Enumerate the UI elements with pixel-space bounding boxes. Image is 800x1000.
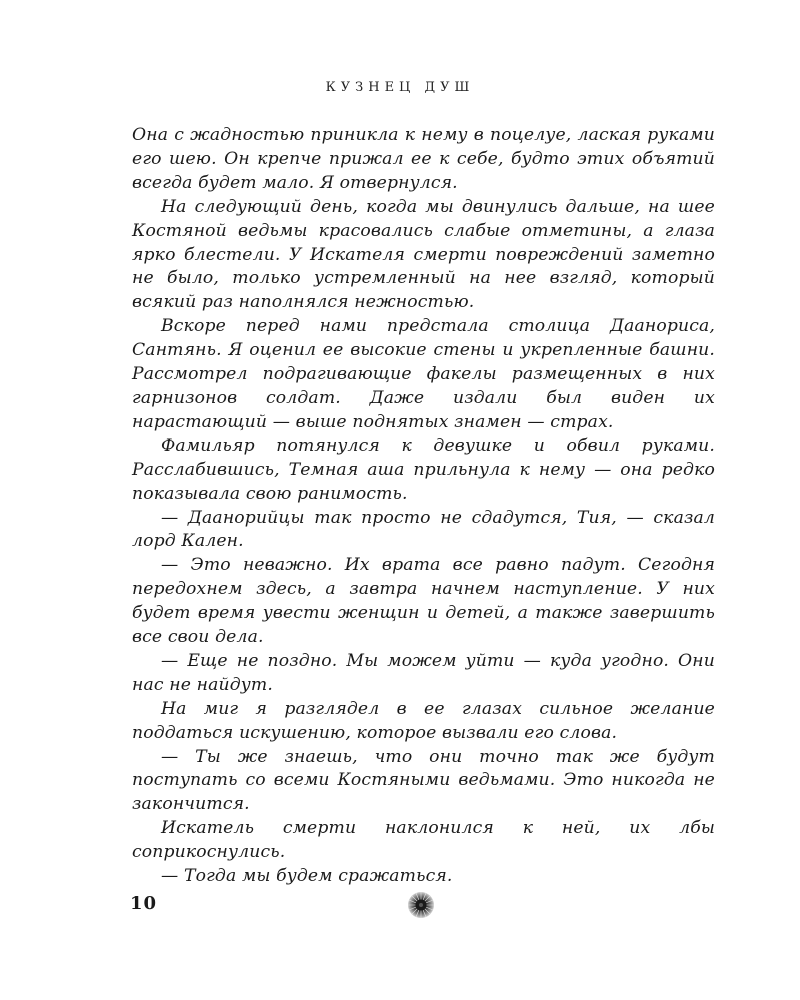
sunburst-ornament-icon — [407, 891, 435, 919]
paragraph-1: Она с жадностью приникла к нему в поцелуе, лаская руками его шею. Он крепче прижал ее к себе, будто этих объятий всегда будет мало. Я отвернулся. — [132, 125, 715, 193]
paragraph-3: Вскоре перед нами предстала столица Даанориса, Сантянь. Я оценил ее высокие стены и укрепленные башни. Рассмотрел подрагивающие факелы размещенных в них гарнизонов солдат. Даже издали был виден их нарастающий — выше поднятых знамен — страх. — [132, 316, 715, 432]
paragraph-7: — Еще не поздно. Мы можем уйти — куда угодно. Они нас не найдут. — [132, 650, 715, 695]
paragraph-9: — Ты же знаешь, что они точно так же будут поступать со всеми Костяными ведьмами. Это никогда не закончится. — [132, 746, 715, 815]
paragraph-11: — Тогда мы будем сражаться. — [161, 866, 453, 887]
running-head: КУЗНЕЦ ДУШ — [325, 80, 475, 95]
paragraph-10: Искатель смерти наклонился к ней, их лбы соприкоснулись. — [132, 818, 715, 863]
paragraph-4: Фамильяр потянулся к девушке и обвил руками. Расслабившись, Темная аша прильнула к нему — она редко показывала свою ранимость. — [132, 435, 715, 504]
paragraph-8: На миг я разглядел в ее глазах сильное желание поддаться искушению, которое вызвали его слова. — [132, 698, 715, 743]
body-text — [132, 124, 715, 889]
page-number: 10 — [130, 893, 158, 914]
paragraph-2: На следующий день, когда мы двинулись дальше, на шее Костяной ведьмы красовались слабые отметины, а глаза ярко блестели. У Искателя смерти повреждений заметно не было, только устремленный на нее взгляд, который всякий раз наполнялся нежностью. — [132, 196, 715, 313]
paragraph-6: — Это неважно. Их врата все равно падут. Сегодня передохнем здесь, а завтра начнем наступление. У них будет время увести женщин и детей, а также завершить все свои дела. — [132, 555, 715, 648]
paragraph-5: — Даанорийцы так просто не сдадутся, Тия, — сказал лорд Кален. — [132, 507, 715, 552]
